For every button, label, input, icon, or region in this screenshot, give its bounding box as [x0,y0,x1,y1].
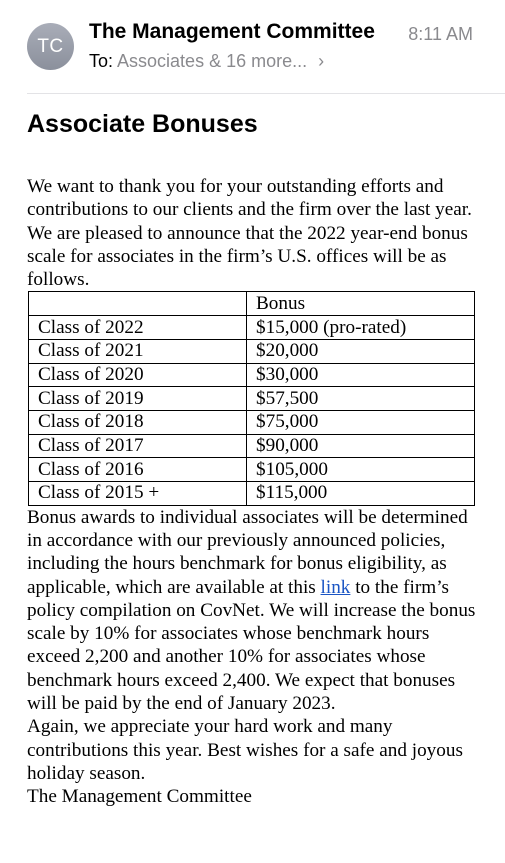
body-paragraph [27,506,482,716]
to-label: To: [89,51,114,71]
sender-avatar[interactable]: TC [27,23,74,70]
table-cell-class: Class of 2018 [29,410,247,434]
table-cell-bonus: $57,500 [247,387,475,411]
email-header [0,0,505,94]
table-cell-bonus: $90,000 [247,434,475,458]
table-cell-class: Class of 2015 + [29,481,247,505]
table-cell-class: Class of 2020 [29,363,247,387]
table-header-row [29,292,475,316]
body-paragraph: Again, we appreciate your hard work and many contributions this year. Best wishes for a safe and joyous holiday season. [27,716,463,784]
table-row [29,339,475,363]
sender-name[interactable]: The Management Committee [89,20,375,43]
table-row [29,458,475,482]
table-row [29,410,475,434]
table-row [29,387,475,411]
table-cell-bonus: $15,000 (pro-rated) [247,316,475,340]
body-paragraph: We are pleased to announce that the 2022 year-end bonus scale for associates in the firm’s U.S. offices will be as follows. [27,222,468,291]
table-cell-class: Class of 2022 [29,316,247,340]
table-row [29,434,475,458]
table-cell-class: Class of 2016 [29,458,247,482]
table-row [29,316,475,340]
table-cell-class: Class of 2017 [29,434,247,458]
signature: The Management Committee [27,786,252,808]
body-paragraph: We want to thank you for your outstanding efforts and contributions to our clients and the firm over the last year. [27,176,472,221]
email-time: 8:11 AM [408,24,473,44]
table-cell-class: Class of 2019 [29,387,247,411]
chevron-right-icon[interactable]: › [318,51,325,71]
table-header-cell [29,292,247,316]
email-body [27,175,482,809]
table-row [29,363,475,387]
policy-link[interactable]: link [320,576,351,598]
email-subject: Associate Bonuses [27,110,258,138]
recipients-row[interactable] [89,51,324,72]
header-divider [27,93,505,94]
recipients-list[interactable]: Associates & 16 more... [117,51,308,71]
paragraph-text: Bonus awards to individual associates will be determined in accordance with our previously announced policies, including the hours benchmark for bonus eligibility, as applicable, which are available at this [27,506,468,598]
table-cell-bonus: $105,000 [247,458,475,482]
table-cell-bonus: $30,000 [247,363,475,387]
table-cell-bonus: $75,000 [247,410,475,434]
bonus-table [28,291,475,505]
table-cell-bonus: $115,000 [247,481,475,505]
paragraph-text: to the firm’s policy compilation on CovNet. We will increase the bonus scale by 10% for associates whose benchmark hours exceed 2,200 and another 10% for associates whose benchmark hours exceed 2,400. We expect that bonuses will be paid by the end of January 2023. [27,576,476,715]
table-row [29,481,475,505]
table-cell-class: Class of 2021 [29,339,247,363]
table-header-cell: Bonus [247,292,475,316]
table-cell-bonus: $20,000 [247,339,475,363]
